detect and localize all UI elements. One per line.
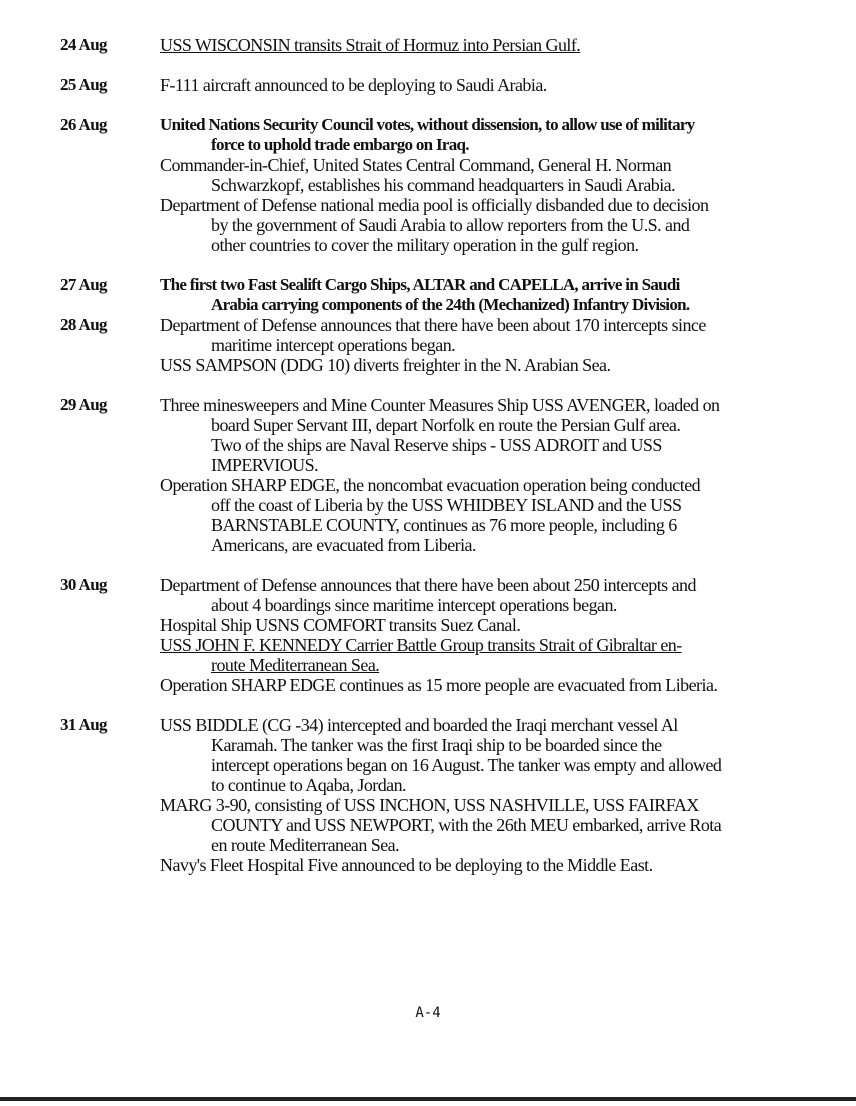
event-text-line	[160, 475, 700, 495]
event-text: Commander-in-Chief, United States Central Command, General H. Norman	[160, 155, 672, 175]
event-item	[160, 475, 700, 555]
event-text: IMPERVIOUS.	[211, 455, 319, 475]
event-text: off the coast of Liberia by the USS WHIDBEY ISLAND and the USS	[211, 495, 682, 515]
event-text-line	[160, 395, 719, 415]
event-item	[160, 575, 696, 615]
event-text-line	[160, 855, 653, 875]
event-text-line	[160, 135, 695, 155]
event-text-line	[160, 495, 700, 515]
event-item	[160, 395, 719, 475]
entry-date: 24 Aug	[60, 35, 107, 54]
event-text-line	[160, 315, 706, 335]
event-text: COUNTY and USS NEWPORT, with the 26th MEU embarked, arrive Rota	[211, 815, 722, 835]
event-text-line	[160, 535, 700, 555]
event-item	[160, 615, 520, 635]
event-text-line	[160, 615, 520, 635]
event-text: Hospital Ship USNS COMFORT transits Suez Canal.	[160, 615, 521, 635]
event-text: Americans, are evacuated from Liberia.	[211, 535, 476, 555]
event-text-line	[160, 595, 696, 615]
event-item	[160, 855, 653, 875]
event-text: Two of the ships are Naval Reserve ships - USS ADROIT and USS	[211, 435, 662, 455]
event-text-line	[160, 435, 719, 455]
event-text-line	[160, 195, 708, 215]
event-item	[160, 355, 610, 375]
event-item	[160, 675, 717, 695]
event-text: Operation SHARP EDGE, the noncombat evacuation operation being conducted	[160, 475, 701, 495]
event-text-line	[160, 415, 719, 435]
event-text: board Super Servant III, depart Norfolk en route the Persian Gulf area.	[211, 415, 681, 435]
event-text-line	[160, 795, 721, 815]
event-text: Karamah. The tanker was the first Iraqi ship to be boarded since the	[211, 735, 662, 755]
event-text-line	[160, 335, 706, 355]
event-text: USS SAMPSON (DDG 10) diverts freighter in the N. Arabian Sea.	[160, 355, 611, 375]
event-text-line	[160, 455, 719, 475]
event-text: Department of Defense announces that there have been about 170 intercepts since	[160, 315, 706, 335]
event-text: The first two Fast Sealift Cargo Ships, ALTAR and CAPELLA, arrive in Saudi	[160, 275, 680, 294]
event-text: en route Mediterranean Sea.	[211, 835, 400, 855]
event-text: USS WISCONSIN transits Strait of Hormuz into Persian Gulf.	[160, 35, 581, 55]
event-text-line	[160, 735, 721, 755]
event-item	[160, 715, 721, 795]
event-text: F-111 aircraft announced to be deploying to Saudi Arabia.	[160, 75, 547, 95]
event-text: USS JOHN F. KENNEDY Carrier Battle Group transits Strait of Gibraltar en-	[160, 635, 682, 655]
event-text: to continue to Aqaba, Jordan.	[211, 775, 407, 795]
event-text-line	[160, 295, 689, 315]
event-text-line	[160, 635, 682, 655]
event-text: Schwarzkopf, establishes his command headquarters in Saudi Arabia.	[211, 175, 676, 195]
entry-date: 28 Aug	[60, 315, 107, 334]
event-item	[160, 115, 695, 155]
event-text: about 4 boardings since maritime intercept operations began.	[211, 595, 617, 615]
entry-date: 31 Aug	[60, 715, 107, 734]
event-item	[160, 155, 675, 195]
event-text: Arabia carrying components of the 24th (Mechanized) Infantry Division.	[211, 295, 690, 314]
event-item	[160, 795, 721, 855]
event-text: USS BIDDLE (CG -34) intercepted and boarded the Iraqi merchant vessel Al	[160, 715, 678, 735]
event-text-line	[160, 75, 547, 95]
event-text: by the government of Saudi Arabia to allow reporters from the U.S. and	[211, 215, 690, 235]
event-text: BARNSTABLE COUNTY, continues as 76 more people, including 6	[211, 515, 677, 535]
entry-date: 29 Aug	[60, 395, 107, 414]
event-text-line	[160, 775, 721, 795]
page-number: A-4	[415, 1005, 441, 1021]
event-text: force to uphold trade embargo on Iraq.	[211, 135, 469, 154]
event-text-line	[160, 175, 675, 195]
event-item	[160, 35, 580, 55]
event-text-line	[160, 815, 721, 835]
event-text-line	[160, 275, 689, 295]
event-text-line	[160, 575, 696, 595]
entry-date: 30 Aug	[60, 575, 107, 594]
event-text: Department of Defense national media pool is officially disbanded due to decision	[160, 195, 709, 215]
event-text: Department of Defense announces that there have been about 250 intercepts and	[160, 575, 696, 595]
event-text: intercept operations began on 16 August. The tanker was empty and allowed	[211, 755, 722, 775]
bottom-rule	[0, 1097, 856, 1101]
event-text-line	[160, 655, 682, 675]
event-text-line	[160, 835, 721, 855]
entry-date: 25 Aug	[60, 75, 107, 94]
event-item	[160, 275, 689, 315]
event-text: maritime intercept operations began.	[211, 335, 456, 355]
event-text: route Mediterranean Sea.	[211, 655, 380, 675]
event-text: Three minesweepers and Mine Counter Measures Ship USS AVENGER, loaded on	[160, 395, 720, 415]
event-text-line	[160, 515, 700, 535]
entry-date: 26 Aug	[60, 115, 107, 134]
event-text: United Nations Security Council votes, without dissension, to allow use of military	[160, 115, 695, 134]
event-text-line	[160, 155, 675, 175]
event-text-line	[160, 215, 708, 235]
event-item	[160, 635, 682, 675]
event-text: Navy's Fleet Hospital Five announced to be deploying to the Middle East.	[160, 855, 653, 875]
entry-date: 27 Aug	[60, 275, 107, 294]
event-item	[160, 315, 706, 355]
event-text-line	[160, 355, 610, 375]
event-item	[160, 75, 547, 95]
event-text: Operation SHARP EDGE continues as 15 more people are evacuated from Liberia.	[160, 675, 718, 695]
event-text-line	[160, 115, 695, 135]
event-text-line	[160, 755, 721, 775]
event-text-line	[160, 235, 708, 255]
event-text-line	[160, 715, 721, 735]
event-text-line	[160, 35, 580, 55]
event-item	[160, 195, 708, 255]
event-text: MARG 3-90, consisting of USS INCHON, USS NASHVILLE, USS FAIRFAX	[160, 795, 699, 815]
event-text-line	[160, 675, 717, 695]
event-text: other countries to cover the military operation in the gulf region.	[211, 235, 639, 255]
